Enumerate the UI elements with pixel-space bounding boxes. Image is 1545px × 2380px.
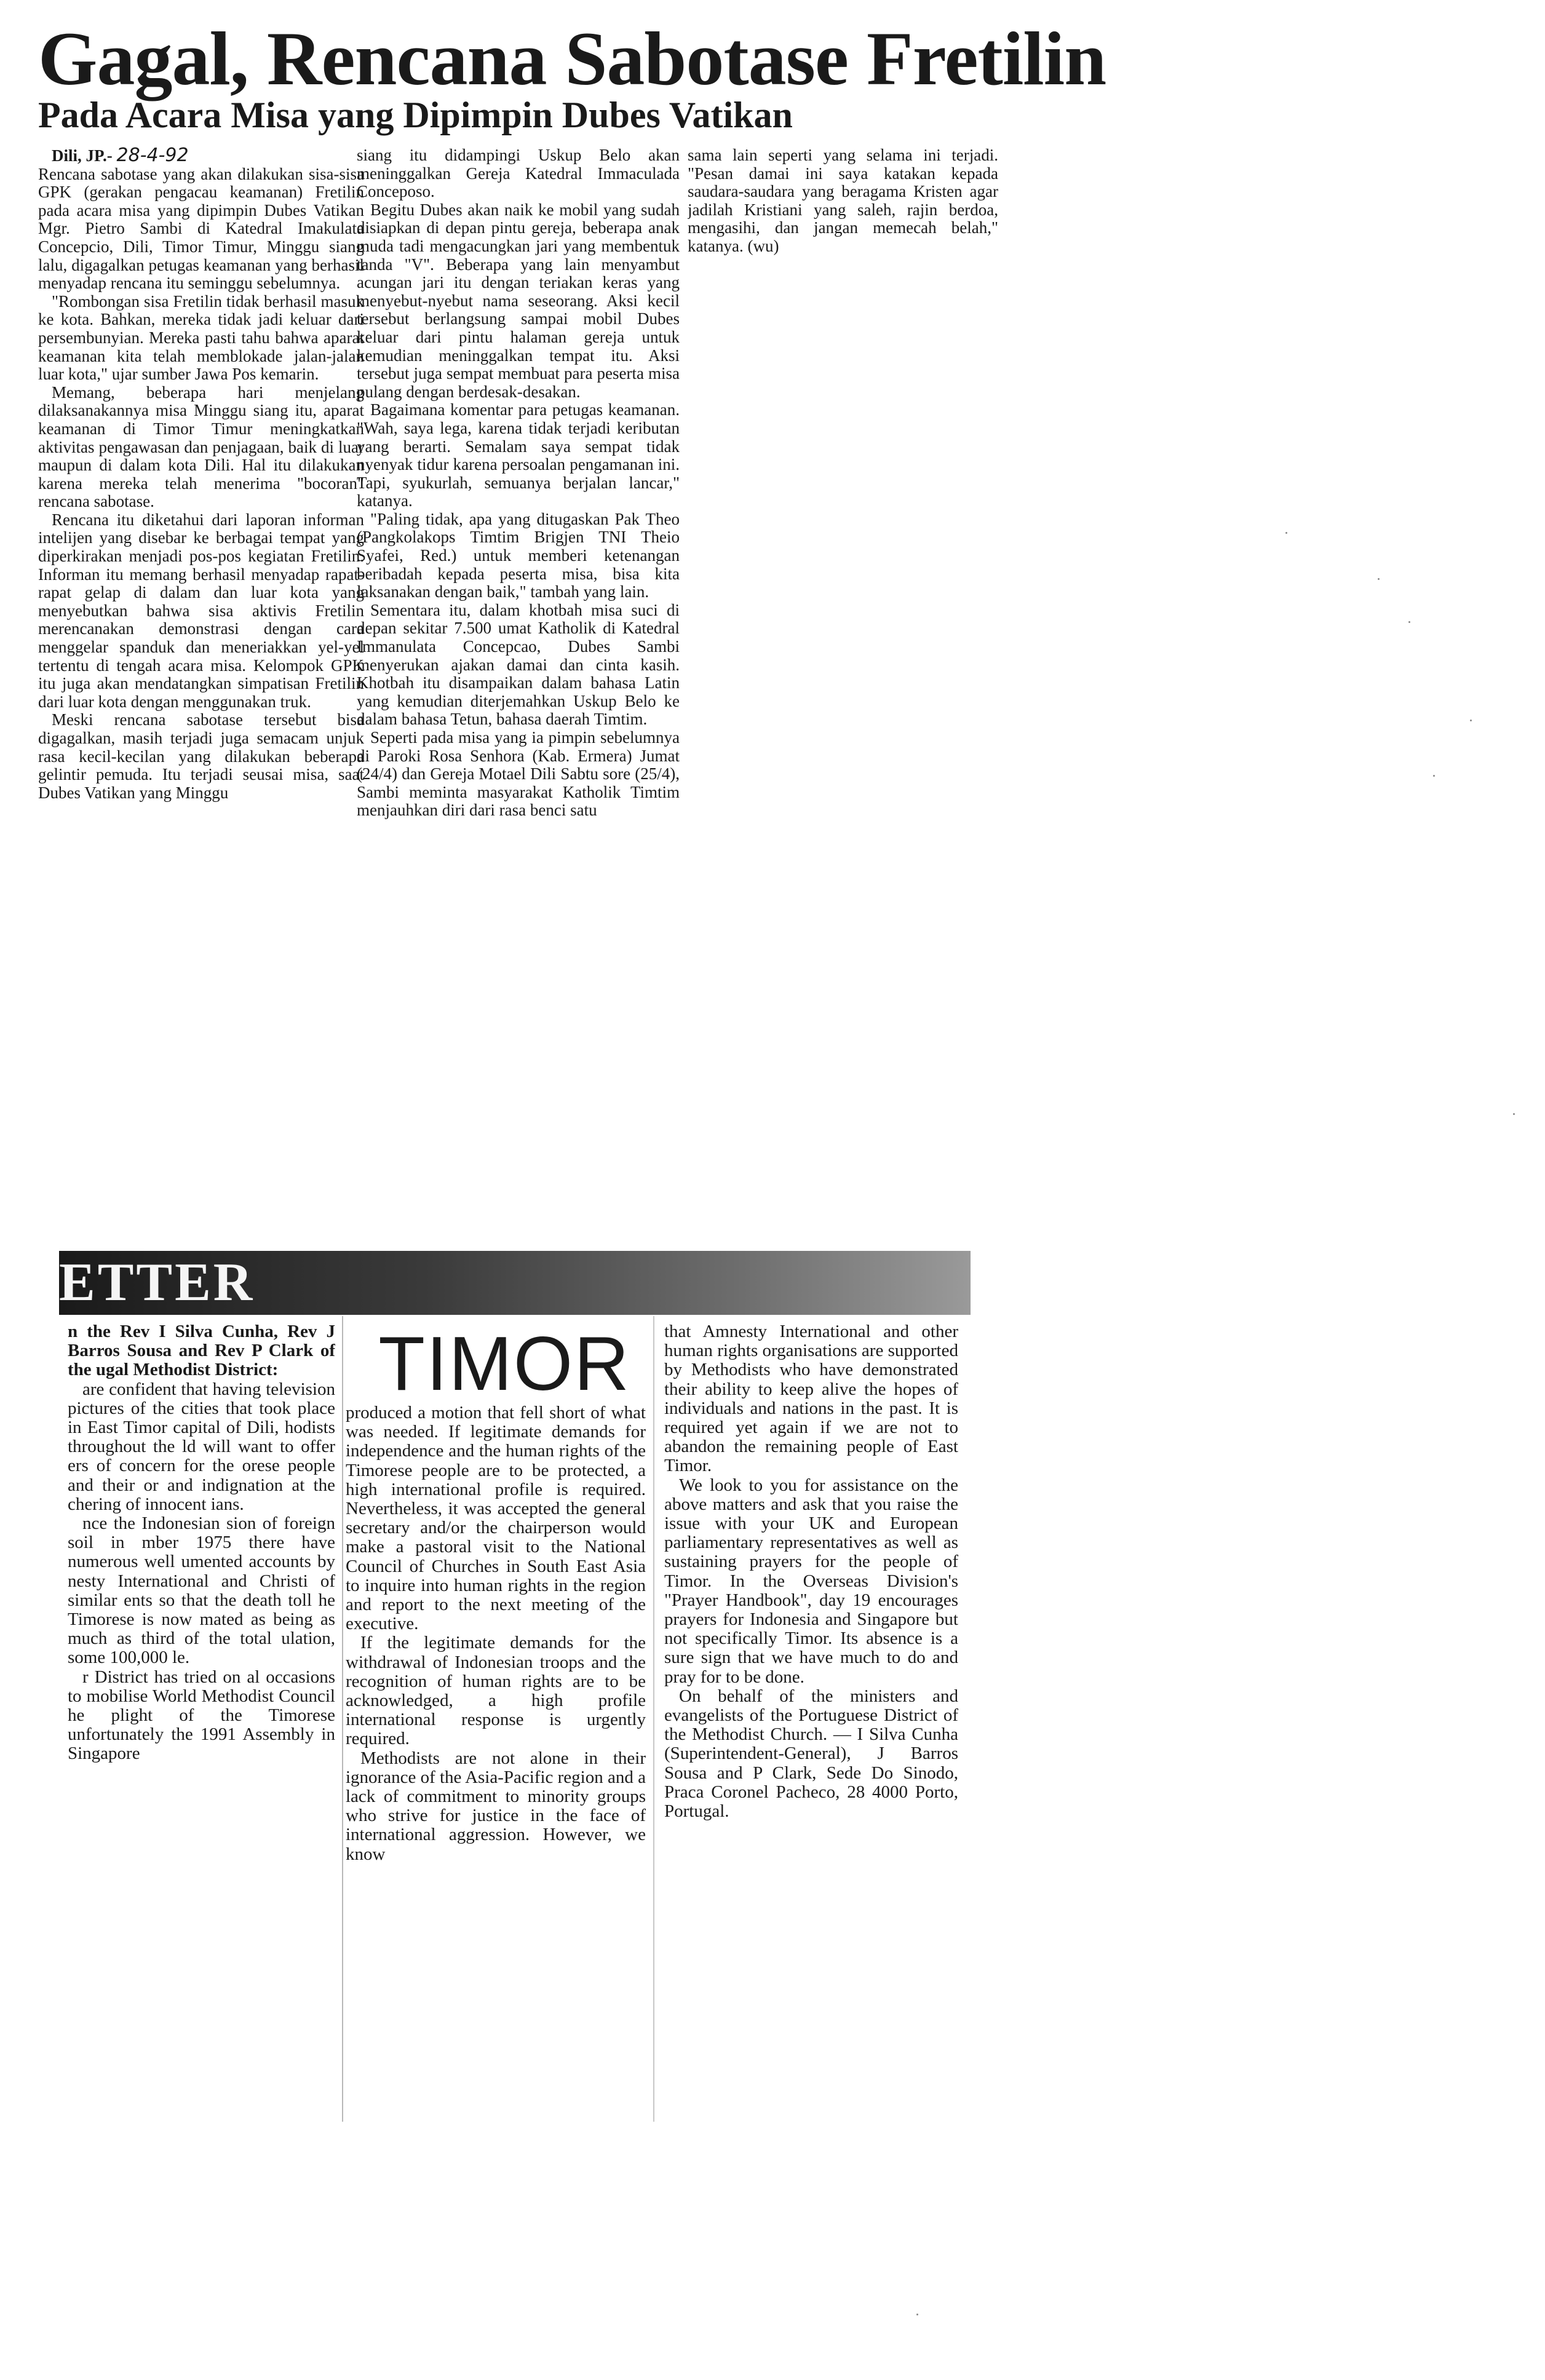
letter-title: TIMOR (378, 1322, 630, 1406)
dateline: Dili, JP.- (52, 146, 113, 165)
article1-paragraph: Bagaimana komentar para petugas keamanan. "Wah, saya lega, karena tidak terjadi keributan yang berarti. Semalam saya sempat tidak nyenyak tidur karena persoalan pengamanan ini. Tapi, syukurlah, semuanya berjalan lancar," katanya. (357, 400, 680, 510)
print-speck (916, 2314, 918, 2315)
article2-column-1 (68, 1322, 335, 2171)
article1-column-2 (357, 146, 680, 1143)
article1-column-1 (38, 146, 364, 1155)
article2-paragraph: If the legitimate demands for the withdrawal of Indonesian troops and the recognition of human rights are to be acknowledged, a high profile international response is urgently required. (346, 1633, 646, 1749)
handwritten-date: 28-4-92 (116, 146, 189, 166)
print-speck (1378, 578, 1380, 580)
print-speck (1513, 1113, 1515, 1115)
article2-paragraph: nce the Indonesian sion of foreign soil in mber 1975 there have numerous well umented accounts by nesty International and Christi of similar ents so that the death toll he Timorese is now mated as being as much as third of the total ulation, some 100,000 le. (68, 1513, 335, 1668)
subheadline: Pada Acara Misa yang Dipimpin Dubes Vatikan (38, 95, 793, 135)
banner-title: ETTER (59, 1253, 255, 1312)
article2-column-3 (664, 1322, 958, 2177)
print-speck (1285, 532, 1287, 534)
article1-paragraph: Sementara itu, dalam khotbah misa suci di depan sekitar 7.500 umat Katholik di Katedral Immanulata Concepcao, Dubes Sambi menyerukan ajakan damai dan cinta kasih. Khotbah itu disampaikan dalam bahasa Latin yang kemudian diterjemahkan Uskup Belo ke dalam bahasa Tetun, bahasa daerah Timtim. (357, 600, 680, 729)
article1-paragraph: Seperti pada misa yang ia pimpin sebelumnya di Paroki Rosa Senhora (Kab. Ermera) Jumat (24/4) dan Gereja Motael Dili Sabtu sore (25/4), Sambi meminta masyarakat Katholik Timtim menjauhkan diri dari rasa benci satu (357, 728, 680, 820)
print-speck (1470, 720, 1472, 721)
article2-paragraph: n the Rev I Silva Cunha, Rev J Barros Sousa and Rev P Clark of the ugal Methodist District: (68, 1322, 335, 1380)
article1-paragraph: Rencana itu diketahui dari laporan informan intelijen yang disebar ke berbagai tempat yang diperkirakan menjadi pos-pos kegiatan Fretilin. Informan itu memang berhasil menyadap rapat-rapat gelap di dalam dan luar kota yang menyebutkan bahwa sisa aktivis Fretilin merencanakan demonstrasi dengan cara menggelar spanduk dan meneriakkan yel-yel tertentu di tengah acara misa. Kelompok GPK itu juga akan mendatangkan simpatisan Fretilin dari luar kota dengan menggunakan truk. (38, 510, 364, 711)
article2-column-2 (346, 1403, 646, 2172)
article1-paragraph: Meski rencana sabotase tersebut bisa digagalkan, masih terjadi juga semacam unjuk rasa kecil-kecilan yang dilakukan beberapa gelintir pemuda. Itu terjadi seusai misa, saat Dubes Vatikan yang Minggu (38, 710, 364, 802)
article1-paragraph: Dili, JP.- 28-4-92 Rencana sabotase yang akan dilakukan sisa-sisa GPK (gerakan pengacau keamanan) Fretilin pada acara misa yang dipimpin Dubes Vatikan Mgr. Pietro Sambi di Katedral Imakulata Concepcio, Dili, Timor Timur, Minggu siang lalu, digagalkan petugas keamanan yang berhasil menyadap rencana itu seminggu sebelumnya. (38, 146, 364, 293)
print-speck (1433, 775, 1435, 777)
article2-paragraph: are confident that having television pictures of the cities that took place in East Timor capital of Dili, hodists throughout the ld will want to offer ers of concern for the orese people and their or and indignation at the chering of innocent ians. (68, 1379, 335, 1514)
article1-paragraph: siang itu didampingi Uskup Belo akan meninggalkan Gereja Katedral Immaculada Conceposo. (357, 146, 680, 201)
article2-paragraph: produced a motion that fell short of what was needed. If legitimate demands for independence and the human rights of the Timorese people are to be protected, a high international profile is required. Nevertheless, it was accepted the general secretary and/or the chairperson would make a pastoral visit to the National Council of Churches in South East Asia to inquire into human rights in the region and report to the next meeting of the executive. (346, 1403, 646, 1634)
column-rule (342, 1316, 343, 2122)
article1-paragraph: "Paling tidak, apa yang ditugaskan Pak Theo (Pangkolakops Timtim Brigjen TNI Theio Syafei, Red.) untuk memberi ketenangan beribadah kepada peserta misa, bisa kita laksanakan dengan baik," tambah yang lain. (357, 509, 680, 601)
article1-paragraph: sama lain seperti yang selama ini terjadi. "Pesan damai ini saya katakan kepada saudara-saudara yang beragama Kristen agar jadilah Kristiani yang saleh, rajin berdoa, mengasihi, dan jangan memecah belah," katanya. (wu) (688, 146, 998, 255)
letter-banner (59, 1251, 971, 1315)
print-speck (1408, 621, 1410, 623)
article2-paragraph: that Amnesty International and other human rights organisations are supported by Methodists who have demonstrated their ability to keep alive the hopes of individuals and nations in the past. It is required yet again if we are not to abandon the remaining people of East Timor. (664, 1322, 958, 1476)
article2-paragraph: r District has tried on al occasions to mobilise World Methodist Council he plight of the Timorese unfortunately the 1991 Assembly in Singapore (68, 1667, 335, 1764)
article2-paragraph: We look to you for assistance on the above matters and ask that you raise the issue with your UK and European parliamentary representatives as well as sustaining prayers for the people of Timor. In the Overseas Division's "Prayer Handbook", day 19 encourages prayers for Indonesia and Singapore but not specifically Timor. Its absence is a sure sign that we have much to do and pray for to be done. (664, 1475, 958, 1687)
article1-paragraph: Begitu Dubes akan naik ke mobil yang sudah disiapkan di depan pintu gereja, beberapa anak muda tadi mengacungkan jari yang membentuk tanda "V". Beberapa yang lain menyambut acungan jari itu dengan teriakan keras yang menyebut-nyebut nama seseorang. Aksi kecil tersebut berlangsung sampai mobil Dubes keluar dari pintu halaman gereja untuk kemudian meninggalkan tempat itu. Aksi tersebut juga sempat membuat para peserta misa pulang dengan berdesak-desakan. (357, 200, 680, 401)
article1-paragraph: "Rombongan sisa Fretilin tidak berhasil masuk ke kota. Bahkan, mereka tidak jadi keluar dari persembunyian. Mereka pasti tahu bahwa aparat keamanan kita telah memblokade jalan-jalan luar kota," ujar sumber Jawa Pos kemarin. (38, 292, 364, 384)
article2-paragraph: On behalf of the ministers and evangelists of the Portuguese District of the Methodist Church. — I Silva Cunha (Superintendent-General), J Barros Sousa and P Clark, Sede Do Sinodo, Praca Coronel Pacheco, 28 4000 Porto, Portugal. (664, 1686, 958, 1822)
article2-paragraph: Methodists are not alone in their ignorance of the Asia-Pacific region and a lack of commitment to minority groups who strive for justice in the face of international aggression. However, we know (346, 1748, 646, 1864)
headline: Gagal, Rencana Sabotase Fretilin (38, 17, 1106, 101)
article1-paragraph: Memang, beberapa hari menjelang dilaksanakannya misa Minggu siang itu, aparat keamanan di Timor Timur meningkatkan aktivitas pengawasan dan penjagaan, baik di luar maupun di dalam kota Dili. Hal itu dilakukan karena mereka telah menerima "bocoran" rencana sabotase. (38, 383, 364, 511)
article1-column-3 (688, 146, 998, 306)
column-rule (653, 1316, 654, 2122)
